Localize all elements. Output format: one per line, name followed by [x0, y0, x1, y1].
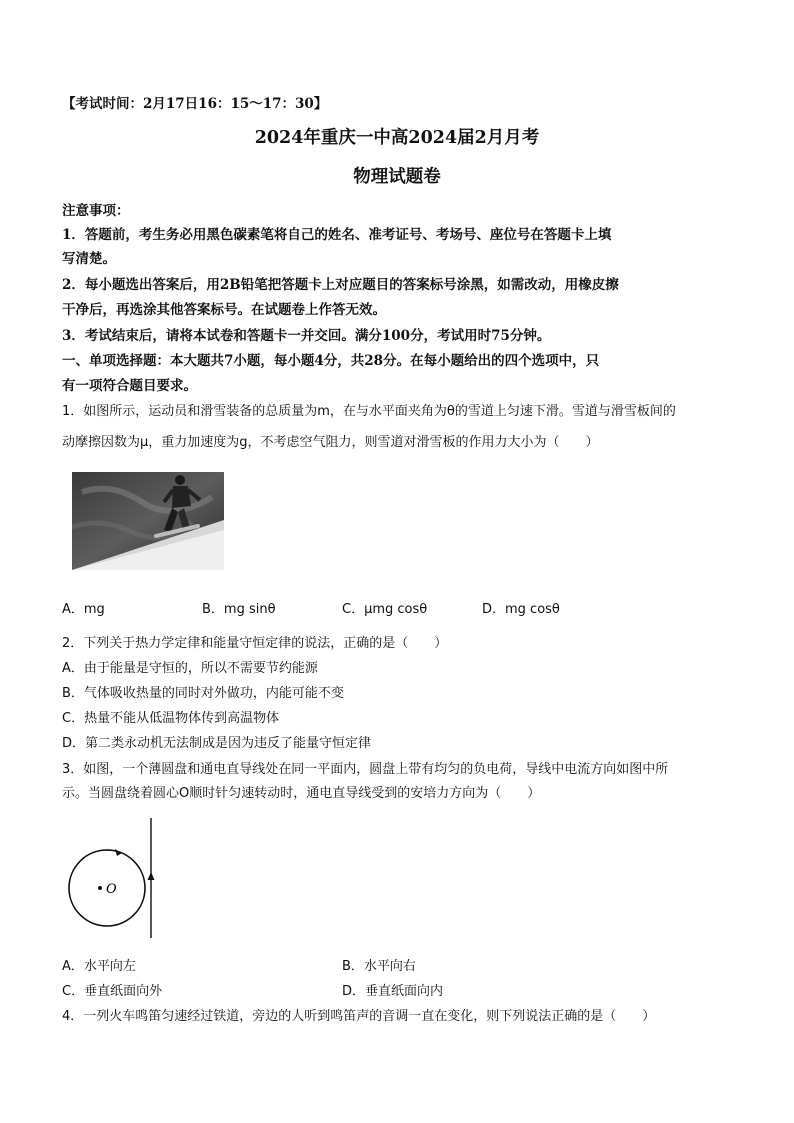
q1-option-a[interactable]: A．mg	[62, 602, 105, 617]
note-2-line-2: 干净后，再选涂其他答案标号。在试题卷上作答无效。	[62, 302, 386, 318]
q1-option-c[interactable]: C．μmg cosθ	[342, 602, 428, 617]
note-2-line-1: 2．每小题选出答案后，用2B铅笔把答题卡上对应题目的答案标号涂黑，如需改动，用橡皮擦	[62, 277, 619, 293]
q3-stem-line-1: 3．如图，一个薄圆盘和通电直导线处在同一平面内，圆盘上带有均匀的负电荷，导线中电流方向如图中所	[62, 762, 669, 777]
q2-stem: 2．下列关于热力学定律和能量守恒定律的说法，正确的是（ ）	[62, 636, 448, 651]
q1-stem-line-2: 动摩擦因数为μ，重力加速度为g，不考虑空气阻力，则雪道对滑雪板的作用力大小为（ ）	[62, 435, 599, 450]
current-arrow	[148, 872, 155, 880]
snowboarder-photo	[72, 472, 224, 570]
q3-option-c[interactable]: C．垂直纸面向外	[62, 984, 163, 999]
q1-stem-line-1: 1．如图所示，运动员和滑雪装备的总质量为m，在与水平面夹角为θ的雪道上匀速下滑。雪道与滑雪板间的	[62, 404, 676, 419]
q2-option-d[interactable]: D．第二类永动机无法制成是因为违反了能量守恒定律	[62, 736, 372, 751]
q1-option-d[interactable]: D．mg cosθ	[482, 602, 560, 617]
q2-option-c[interactable]: C．热量不能从低温物体传到高温物体	[62, 711, 280, 726]
note-3: 3．考试结束后，请将本试卷和答题卡一并交回。满分100分，考试用时75分钟。	[62, 328, 551, 344]
q1-option-b[interactable]: B．mg sinθ	[202, 602, 276, 617]
q4-stem: 4．一列火车鸣笛匀速经过铁道，旁边的人听到鸣笛声的音调一直在变化，则下列说法正确的是（ ）	[62, 1009, 656, 1024]
q3-option-d[interactable]: D．垂直纸面向内	[342, 984, 444, 999]
exam-time: 【考试时间：2月17日16：15～17：30】	[62, 96, 328, 112]
exam-title: 2024年重庆一中高2024届2月月考	[254, 128, 540, 148]
q2-option-b[interactable]: B．气体吸收热量的同时对外做功，内能可能不变	[62, 686, 344, 701]
section-1-line-1: 一、单项选择题：本大题共7小题，每小题4分，共28分。在每小题给出的四个选项中，只	[62, 353, 600, 369]
q3-stem-line-2: 示。当圆盘绕着圆心O顺时针匀速转动时，通电直导线受到的安培力方向为（ ）	[62, 786, 541, 801]
center-dot	[98, 886, 102, 890]
note-1-line-1: 1．答题前，考生务必用黑色碳素笔将自己的姓名、准考证号、考场号、座位号在答题卡上填	[62, 227, 612, 243]
q2-option-a[interactable]: A．由于能量是守恒的，所以不需要节约能源	[62, 661, 318, 676]
exam-subtitle: 物理试题卷	[353, 167, 441, 187]
q3-option-b[interactable]: B．水平向右	[342, 959, 416, 974]
q3-disk-wire-diagram	[60, 812, 170, 942]
note-1-line-2: 写清楚。	[62, 251, 116, 267]
notes-heading: 注意事项：	[62, 203, 130, 219]
section-1-line-2: 有一项符合题目要求。	[62, 378, 197, 394]
center-label: O	[106, 882, 117, 897]
q3-option-a[interactable]: A．水平向左	[62, 959, 136, 974]
